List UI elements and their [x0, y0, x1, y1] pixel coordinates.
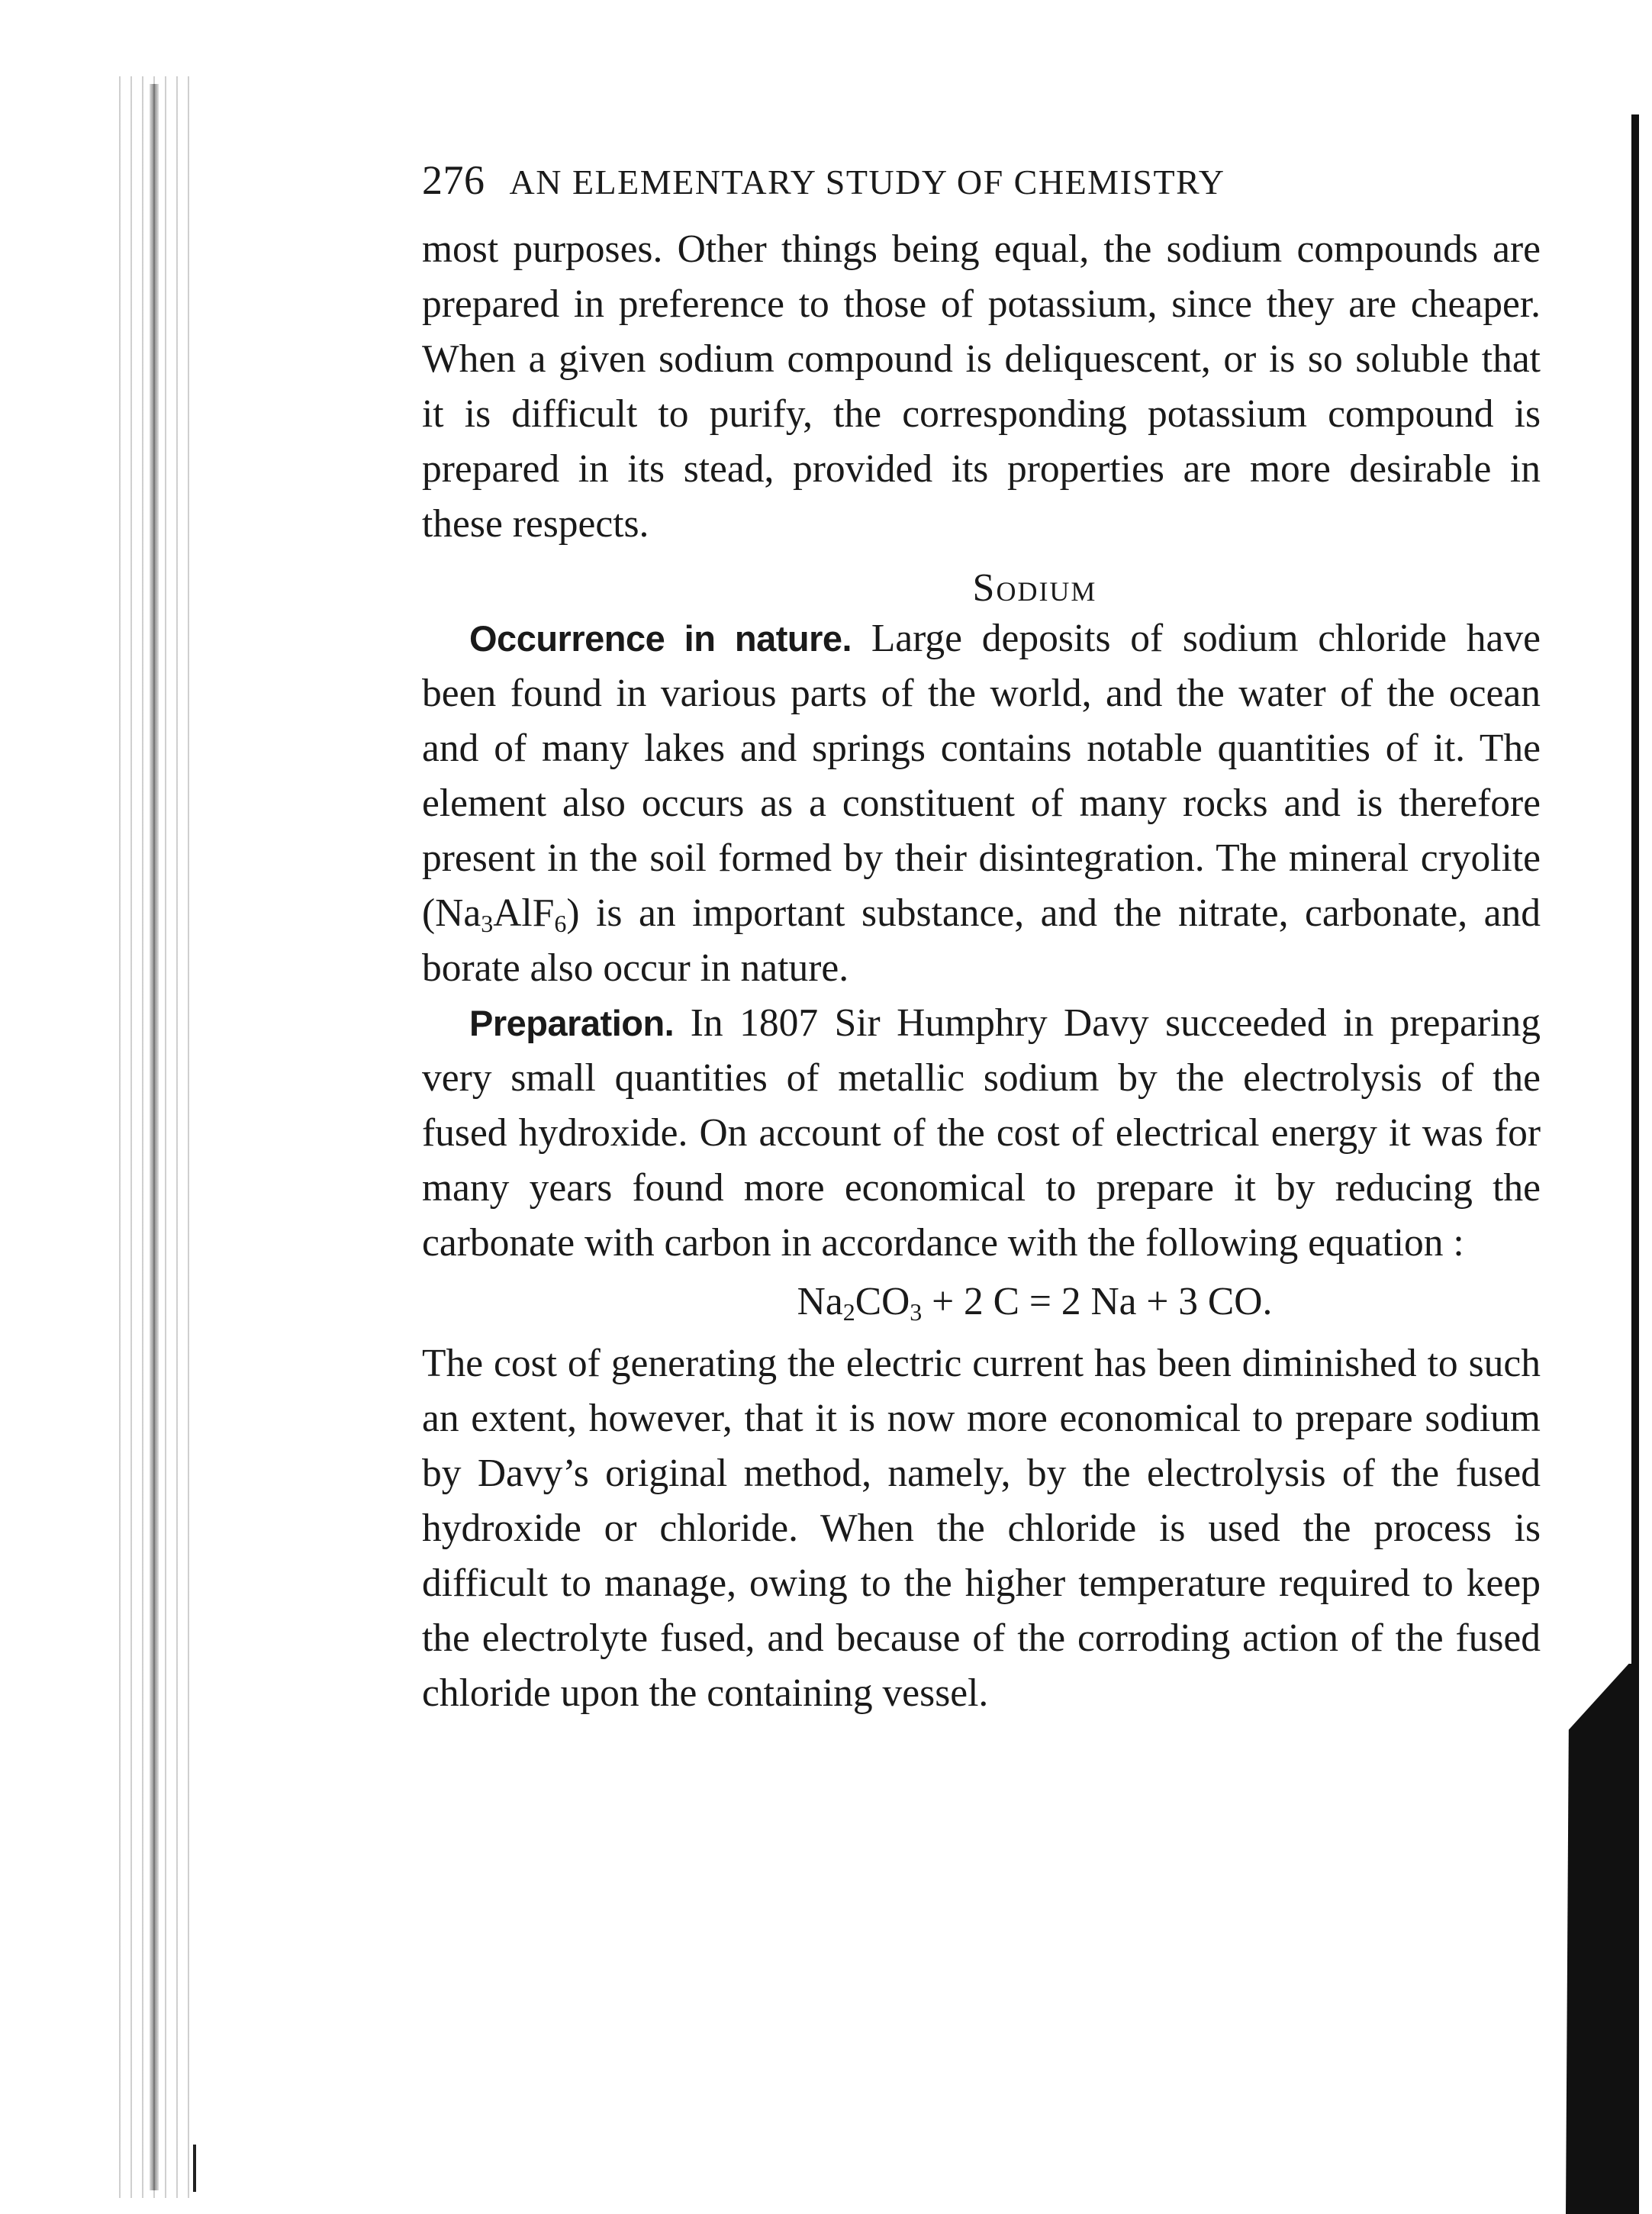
occurrence-text-1: Large deposits of sodium chloride have been found in various parts of the world, and the water of the ocean and of many lakes and springs contains notable quantities of it. The element also occurs as a constituent of many rocks and is therefore present in the soil formed by their disintegration. The mineral cryolite (Na: [422, 617, 1541, 935]
running-title: AN ELEMENTARY STUDY OF CHEMISTRY: [509, 163, 1225, 201]
binding-line: [150, 84, 159, 2190]
closing-paragraph: The cost of generating the electric current has been diminished to such an extent, however, that it is now more economical to prepare sodium by Davy’s original method, namely, by the electrolysis of the fused hydroxide or chloride. When the chloride is used the process is difficult to manage, owing to the higher temperature required to keep the electrolyte fused, and because of the corroding action of the fused chloride upon the containing vessel.: [422, 1342, 1541, 1715]
preparation-paragraph: [422, 996, 1541, 1271]
cryolite-subscript-3: 3: [481, 910, 494, 937]
equation-sub-2: 3: [910, 1298, 923, 1326]
chemical-equation: [422, 1271, 1541, 1336]
occurrence-label: Occurrence in nature.: [469, 618, 852, 659]
intro-paragraph: most purposes. Other things being equal, the sodium compounds are prepared in preference to those of potassium, since they are cheaper. When a given sodium compound is deliquescent, or is so soluble that it is difficult to purify, the corresponding potassium compound is prepared in its stead, provided its properties are more desirable in these respects.: [422, 227, 1541, 546]
page-edge-shadow: [1566, 1664, 1639, 2214]
equation-part-2: CO: [855, 1280, 910, 1323]
occurrence-paragraph: [422, 611, 1541, 996]
occurrence-text-3: ) is an important substance, and the nitrate, carbonate, and borate also occur in nature.: [422, 891, 1541, 990]
equation-part-3: + 2 C = 2 Na + 3 CO.: [922, 1280, 1273, 1323]
section-heading: Sodium: [972, 566, 1097, 610]
preparation-text: In 1807 Sir Humphry Davy succeeded in preparing very small quantities of metallic sodium by the electrolysis of the fused hydroxide. On account of the cost of electrical energy it was for many years found more economical to prepare it by reducing the carbonate with carbon in accordance with the following equation :: [422, 1001, 1541, 1265]
equation-part-1: Na: [797, 1280, 843, 1323]
preparation-label: Preparation.: [469, 1003, 675, 1043]
page-number: 276: [422, 157, 485, 203]
scan-mark: [193, 2145, 196, 2192]
cryolite-subscript-6: 6: [554, 910, 567, 937]
book-page: [422, 156, 1541, 1721]
running-head: [422, 156, 1541, 222]
equation-sub-1: 2: [842, 1298, 855, 1326]
occurrence-text-2: AlF: [493, 891, 555, 935]
